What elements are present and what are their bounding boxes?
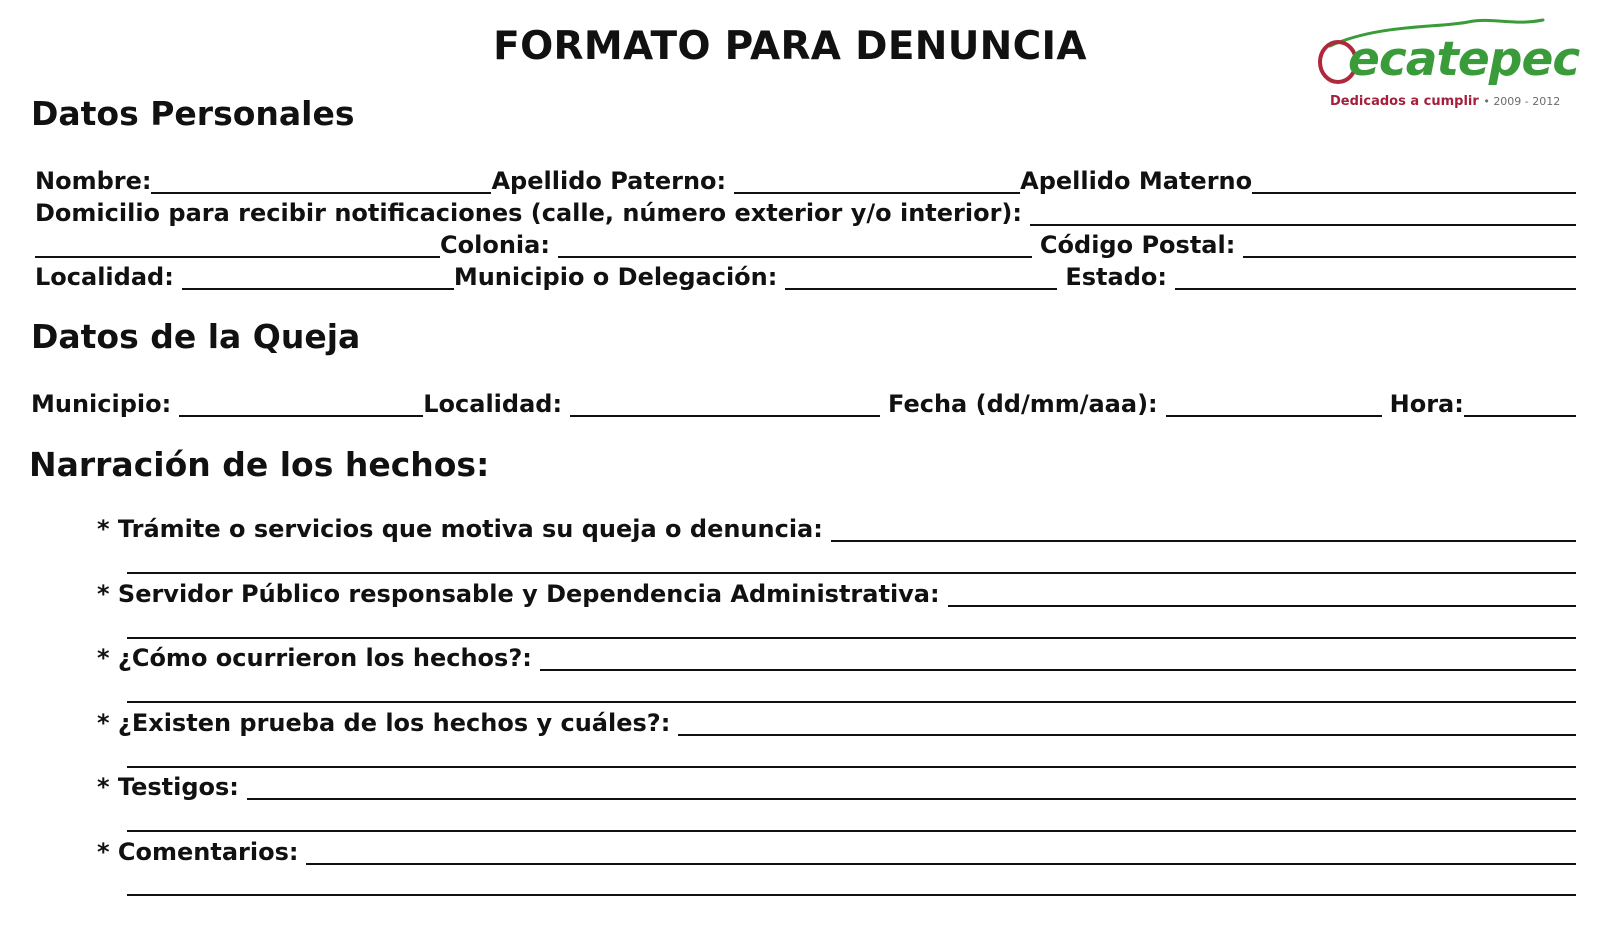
field-localidad[interactable] xyxy=(182,266,454,290)
field-apellido-paterno[interactable] xyxy=(734,170,1020,194)
row-pruebas xyxy=(97,707,1576,739)
row-como xyxy=(97,642,1576,674)
row-colonia xyxy=(35,229,1576,261)
field-servidor-cont[interactable] xyxy=(127,637,1576,639)
row-localidad xyxy=(35,261,1576,293)
section-datos-personales: Datos Personales xyxy=(31,94,355,133)
field-servidor[interactable] xyxy=(948,583,1576,607)
logo-wordmark xyxy=(1348,32,1579,87)
field-comentarios[interactable] xyxy=(306,841,1576,865)
label-pruebas: * ¿Existen prueba de los hechos y cuáles?: xyxy=(97,709,671,737)
label-estado: Estado: xyxy=(1065,263,1167,291)
row-nombre xyxy=(35,165,1576,197)
label-nombre: Nombre: xyxy=(35,167,152,195)
logo-wordmark-e: e xyxy=(1348,32,1379,87)
field-queja-localidad[interactable] xyxy=(570,393,880,417)
field-municipio-delegacion[interactable] xyxy=(785,266,1057,290)
label-queja-hora: Hora: xyxy=(1389,390,1464,418)
field-tramite[interactable] xyxy=(831,518,1576,542)
field-codigo-postal[interactable] xyxy=(1243,234,1576,258)
field-domicilio[interactable] xyxy=(1030,202,1576,226)
row-tramite xyxy=(97,513,1576,545)
label-domicilio: Domicilio para recibir notificaciones (calle, número exterior y/o interior): xyxy=(35,199,1022,227)
row-domicilio xyxy=(35,197,1576,229)
section-narracion: Narración de los hechos: xyxy=(29,445,490,484)
field-domicilio-cont[interactable] xyxy=(35,234,440,258)
field-pruebas[interactable] xyxy=(678,712,1576,736)
logo-wordmark-rest: catepec xyxy=(1378,32,1580,87)
field-nombre[interactable] xyxy=(151,170,491,194)
label-apellido-materno: Apellido Materno xyxy=(1020,167,1253,195)
label-codigo-postal: Código Postal: xyxy=(1039,231,1236,259)
field-pruebas-cont[interactable] xyxy=(127,766,1576,768)
label-queja-localidad: Localidad: xyxy=(423,390,563,418)
field-como[interactable] xyxy=(540,647,1576,671)
field-queja-hora[interactable] xyxy=(1464,393,1576,417)
logo-tagline xyxy=(1330,94,1560,109)
field-tramite-cont[interactable] xyxy=(127,572,1576,574)
field-como-cont[interactable] xyxy=(127,701,1576,703)
label-como: * ¿Cómo ocurrieron los hechos?: xyxy=(97,644,532,672)
field-estado[interactable] xyxy=(1175,266,1576,290)
field-testigos[interactable] xyxy=(247,776,1576,800)
field-comentarios-cont[interactable] xyxy=(127,894,1576,896)
logo-tagline-text: Dedicados a cumplir xyxy=(1330,94,1479,109)
label-tramite: * Trámite o servicios que motiva su queja o denuncia: xyxy=(97,515,823,543)
row-comentarios xyxy=(97,836,1576,868)
logo-years: • 2009 - 2012 xyxy=(1483,95,1561,108)
row-queja xyxy=(31,388,1576,420)
section-datos-queja: Datos de la Queja xyxy=(31,317,361,356)
label-apellido-paterno: Apellido Paterno: xyxy=(491,167,727,195)
label-queja-fecha: Fecha (dd/mm/aaa): xyxy=(888,390,1158,418)
label-testigos: * Testigos: xyxy=(97,773,239,801)
label-comentarios: * Comentarios: xyxy=(97,838,299,866)
ecatepec-logo xyxy=(1318,14,1580,114)
field-queja-fecha[interactable] xyxy=(1166,393,1382,417)
row-servidor xyxy=(97,578,1576,610)
label-municipio-delegacion: Municipio o Delegación: xyxy=(453,263,778,291)
field-queja-municipio[interactable] xyxy=(179,393,423,417)
label-servidor: * Servidor Público responsable y Dependencia Administrativa: xyxy=(97,580,940,608)
label-colonia: Colonia: xyxy=(440,231,550,259)
row-testigos xyxy=(97,771,1576,803)
field-apellido-materno[interactable] xyxy=(1252,170,1576,194)
field-testigos-cont[interactable] xyxy=(127,830,1576,832)
form-title: FORMATO PARA DENUNCIA xyxy=(493,24,1087,69)
label-localidad: Localidad: xyxy=(35,263,174,291)
field-colonia[interactable] xyxy=(558,234,1032,258)
label-queja-municipio: Municipio: xyxy=(31,390,172,418)
